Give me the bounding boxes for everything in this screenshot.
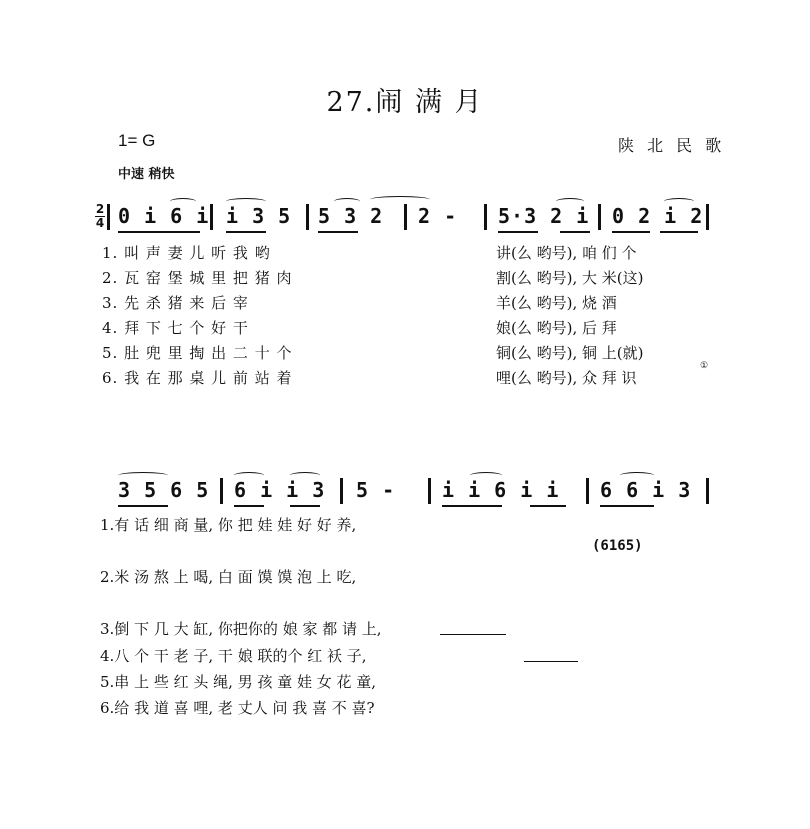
beam bbox=[118, 505, 168, 507]
verse-1-line-1b: 讲(么 哟号), 咱 们 个 bbox=[496, 244, 637, 262]
barline bbox=[404, 204, 407, 230]
slur bbox=[226, 198, 266, 205]
variant-notes: (6165) bbox=[592, 538, 643, 554]
key-signature: 1= G bbox=[118, 131, 156, 150]
slur bbox=[290, 472, 320, 479]
lyric-underline bbox=[440, 634, 506, 635]
slur bbox=[334, 198, 360, 205]
verse-5-line-1b: 铜(么 哟号), 铜 上(就) bbox=[496, 344, 644, 362]
measure-5: 5·3 2 i bbox=[498, 204, 590, 228]
meter-top: 2 bbox=[95, 202, 105, 216]
barline bbox=[210, 204, 213, 230]
beam bbox=[318, 231, 358, 233]
beam bbox=[612, 231, 650, 233]
barline bbox=[484, 204, 487, 230]
slur bbox=[170, 198, 196, 205]
verse-6-line-1b: 哩(么 哟号), 众 拜 识 bbox=[496, 369, 637, 387]
verse-5-line-2: 5.串 上 些 红 头 绳, 男 孩 童 娃 女 花 童, bbox=[100, 673, 377, 691]
slur bbox=[664, 198, 694, 205]
verse-6-line-1: 6. 我 在 那 桌 儿 前 站 着 bbox=[102, 369, 293, 387]
barline bbox=[340, 478, 343, 504]
barline bbox=[107, 204, 110, 230]
slur bbox=[556, 198, 584, 205]
measure-9: 5 - bbox=[356, 478, 396, 502]
tempo-marking: 中速 稍快 bbox=[118, 167, 175, 182]
beam bbox=[442, 505, 502, 507]
beam bbox=[530, 505, 566, 507]
slur bbox=[234, 472, 264, 479]
slur bbox=[118, 472, 168, 479]
slur bbox=[470, 472, 502, 479]
verse-3-line-2: 3.倒 下 几 大 缸, 你把你的 娘 家 都 请 上, bbox=[100, 620, 382, 638]
verse-1-line-1: 1. 叫 声 妻 儿 听 我 哟 bbox=[102, 244, 271, 262]
tie bbox=[370, 196, 430, 203]
song-source: 陕 北 民 歌 bbox=[618, 136, 726, 155]
measure-8: 6 i i 3 bbox=[234, 478, 326, 502]
measure-2: i 3 5 bbox=[226, 204, 292, 228]
song-title: 27.闹 满 月 bbox=[326, 87, 484, 118]
verse-2-line-1b: 割(么 哟号), 大 米(这) bbox=[496, 269, 644, 287]
slur bbox=[620, 472, 654, 479]
measure-7: 3 5 6 5 bbox=[118, 478, 210, 502]
measure-1: 0 i 6 i bbox=[118, 204, 210, 228]
beam bbox=[290, 505, 320, 507]
beam bbox=[118, 231, 200, 233]
beam bbox=[560, 231, 590, 233]
beam bbox=[600, 505, 654, 507]
barline bbox=[706, 478, 709, 504]
verse-2-line-2: 2.米 汤 熬 上 喝, 白 面 馍 馍 泡 上 吃, bbox=[100, 568, 357, 586]
measure-10: i i 6 i i bbox=[442, 478, 560, 502]
verse-5-line-1: 5. 肚 兜 里 掏 出 二 十 个 bbox=[102, 344, 293, 362]
verse-6-line-2: 6.给 我 道 喜 哩, 老 丈人 问 我 喜 不 喜? bbox=[100, 699, 375, 717]
measure-3: 5 3 2 bbox=[318, 204, 384, 228]
verse-3-line-1b: 羊(么 哟号), 烧 酒 bbox=[496, 294, 617, 312]
measure-4: 2 - bbox=[418, 204, 458, 228]
verse-3-line-1: 3. 先 杀 猪 来 后 宰 bbox=[102, 294, 249, 312]
barline bbox=[586, 478, 589, 504]
verse-4-line-2: 4.八 个 干 老 子, 干 娘 联的个 红 袄 子, bbox=[100, 647, 367, 665]
beam bbox=[498, 231, 538, 233]
measure-11: 6 6 i 3 bbox=[600, 478, 692, 502]
barline bbox=[598, 204, 601, 230]
barline bbox=[220, 478, 223, 504]
verse-1-line-2: 1.有 话 细 商 量, 你 把 娃 娃 好 好 养, bbox=[100, 516, 357, 534]
meter-bottom: 4 bbox=[95, 216, 105, 230]
beam bbox=[234, 505, 264, 507]
lyric-underline bbox=[524, 661, 578, 662]
barline bbox=[306, 204, 309, 230]
barline bbox=[706, 204, 709, 230]
beam bbox=[660, 231, 698, 233]
footnote-marker: ① bbox=[700, 361, 709, 371]
barline bbox=[428, 478, 431, 504]
verse-4-line-1b: 娘(么 哟号), 后 拜 bbox=[496, 319, 617, 337]
beam bbox=[226, 231, 266, 233]
measure-6: 0 2 i 2 bbox=[612, 204, 704, 228]
verse-4-line-1: 4. 拜 下 七 个 好 干 bbox=[102, 319, 249, 337]
verse-2-line-1: 2. 瓦 窑 堡 城 里 把 猪 肉 bbox=[102, 269, 293, 287]
time-signature bbox=[95, 203, 105, 229]
